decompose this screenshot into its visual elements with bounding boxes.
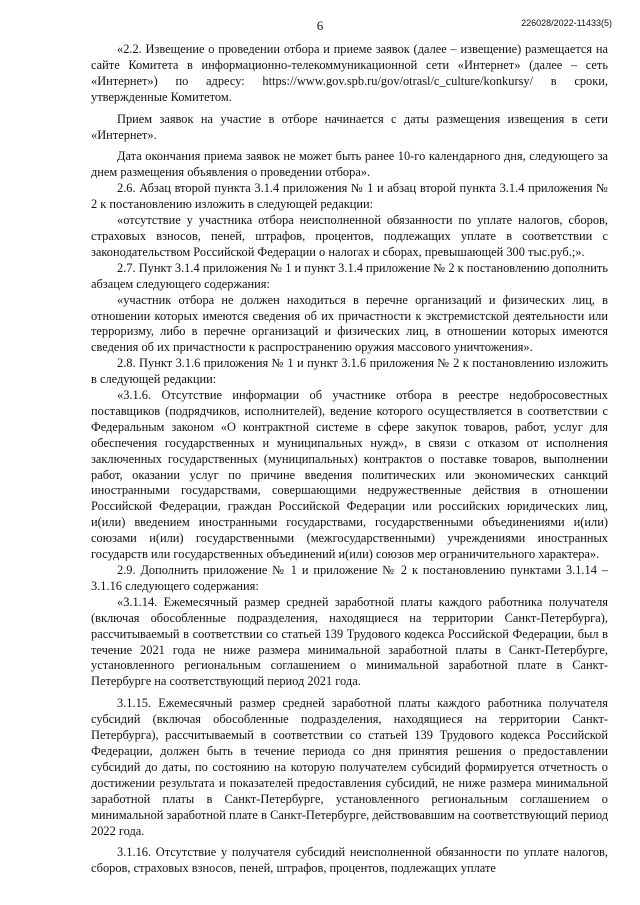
paragraph-2-6-text: «отсутствие у участника отбора неисполненной обязанности по уплате налогов, сборов, страховых взносов, пеней, штрафов, процентов, подлежащих уплате в соответствии с законодательством Российской Федерации о налогах и сборах, превышающей 300 тыс.руб.;».	[91, 213, 608, 259]
paragraph-2-9: 2.9. Дополнить приложение № 1 и приложение № 2 к постановлению пунктами 3.1.14 – 3.1.16 следующего содержания:	[91, 563, 608, 593]
paragraph-2-8: 2.8. Пункт 3.1.6 приложения № 1 и пункт 3.1.6 приложения № 2 к постановлению изложить в следующей редакции:	[91, 356, 608, 387]
document-id: 226028/2022-11433(5)	[521, 18, 612, 28]
paragraph-3-1-15: 3.1.15. Ежемесячный размер средней заработной платы каждого работника получателя субсидий (включая обособленные подразделения, находящиеся на территории Санкт-Петербурга), рассчитываемый в соответствии со статьей 139 Трудового кодекса Российской Федерации, должен быть в течение периода со дня принятия решения о предоставлении субсидий до даты, по состоянию на которую получателем субсидий формируется отчетность о достижении результата и показателей предоставления субсидий, не ниже размера минимальной заработной платы в Санкт-Петербурге, установленного региональным соглашением о минимальной заработной плате в Санкт-Петербурге, действовавшим на соответствующий период 2022 года.	[91, 696, 608, 838]
document-body	[91, 42, 608, 877]
paragraph-2-7: 2.7. Пункт 3.1.4 приложения № 1 и пункт 3.1.4 приложение № 2 к постановлению дополнить абзацем следующего содержания:	[91, 260, 608, 291]
paragraph-application-end: Дата окончания приема заявок не может быть ранее 10-го календарного дня, следующего за днем размещения объявления о проведении отбора».	[91, 149, 608, 180]
paragraph-3-1-14: «3.1.14. Ежемесячный размер средней заработной платы каждого работника получателя (включая обособленные подразделения, находящиеся на территории Санкт-Петербурга), рассчитываемый в соответствии со статьей 139 Трудового кодекса Российской Федерации, был в течение 2021 года не ниже размера минимальной заработной платы в Санкт-Петербурге, установленного региональным соглашением о минимальной заработной плате в Санкт-Петербурге на соответствующий период 2021 года.	[91, 594, 608, 689]
paragraph-application-start: Прием заявок на участие в отборе начинается с даты размещения извещения в сети «Интернет».	[91, 111, 608, 142]
paragraph-2-7-text: «участник отбора не должен находиться в перечне организаций и физических лиц, в отношении которых имеются сведения об их причастности к экстремистской деятельности или терроризму, либо в перечне организаций и физических лиц, в отношении которых имеются сведения об их причастности к распространению оружия массового уничтожения».	[91, 292, 608, 355]
paragraph-3-1-6: «3.1.6. Отсутствие информации об участнике отбора в реестре недобросовестных поставщиков (подрядчиков, исполнителей), ведение которого осуществляется в соответствии с Федеральным законом «О контрактной системе в сфере закупок товаров, работ, услуг для обеспечения государственных и муниципальных нужд», в связи с отказом от исполнения заключенных государственных (муниципальных) контрактов о поставке товаров, выполнении работ, оказании услуг по причине введения политических или экономических санкций иностранными государствами, совершающими недружественные действия в отношении Российской Федерации, граждан Российской Федерации или российских юридических лиц, и(или) введением иностранными государствами, государственными объединениями и(или) союзами и(или) государственными (межгосударственными) учреждениями иностранных государств или государственных объединений и(или) союзов мер ограничительного характера».	[91, 388, 608, 562]
paragraph-2-6: 2.6. Абзац второй пункта 3.1.4 приложения № 1 и абзац второй пункта 3.1.4 приложения № 2 к постановлению изложить в следующей редакции:	[91, 181, 608, 212]
page-number: 6	[316, 18, 324, 33]
paragraph-2-2: «2.2. Извещение о проведении отбора и приеме заявок (далее – извещение) размещается на сайте Комитета в информационно-телекоммуникационной сети «Интернет» (далее – сеть «Интернет») по адресу: https://www.gov.spb.ru/gov/otrasl/c_culture/konkursy/ в сроки, утвержденные Комитетом.	[91, 42, 608, 104]
paragraph-3-1-16: 3.1.16. Отсутствие у получателя субсидий неисполненной обязанности по уплате налогов, сборов, страховых взносов, пеней, штрафов, процентов, подлежащих уплате	[91, 845, 608, 876]
